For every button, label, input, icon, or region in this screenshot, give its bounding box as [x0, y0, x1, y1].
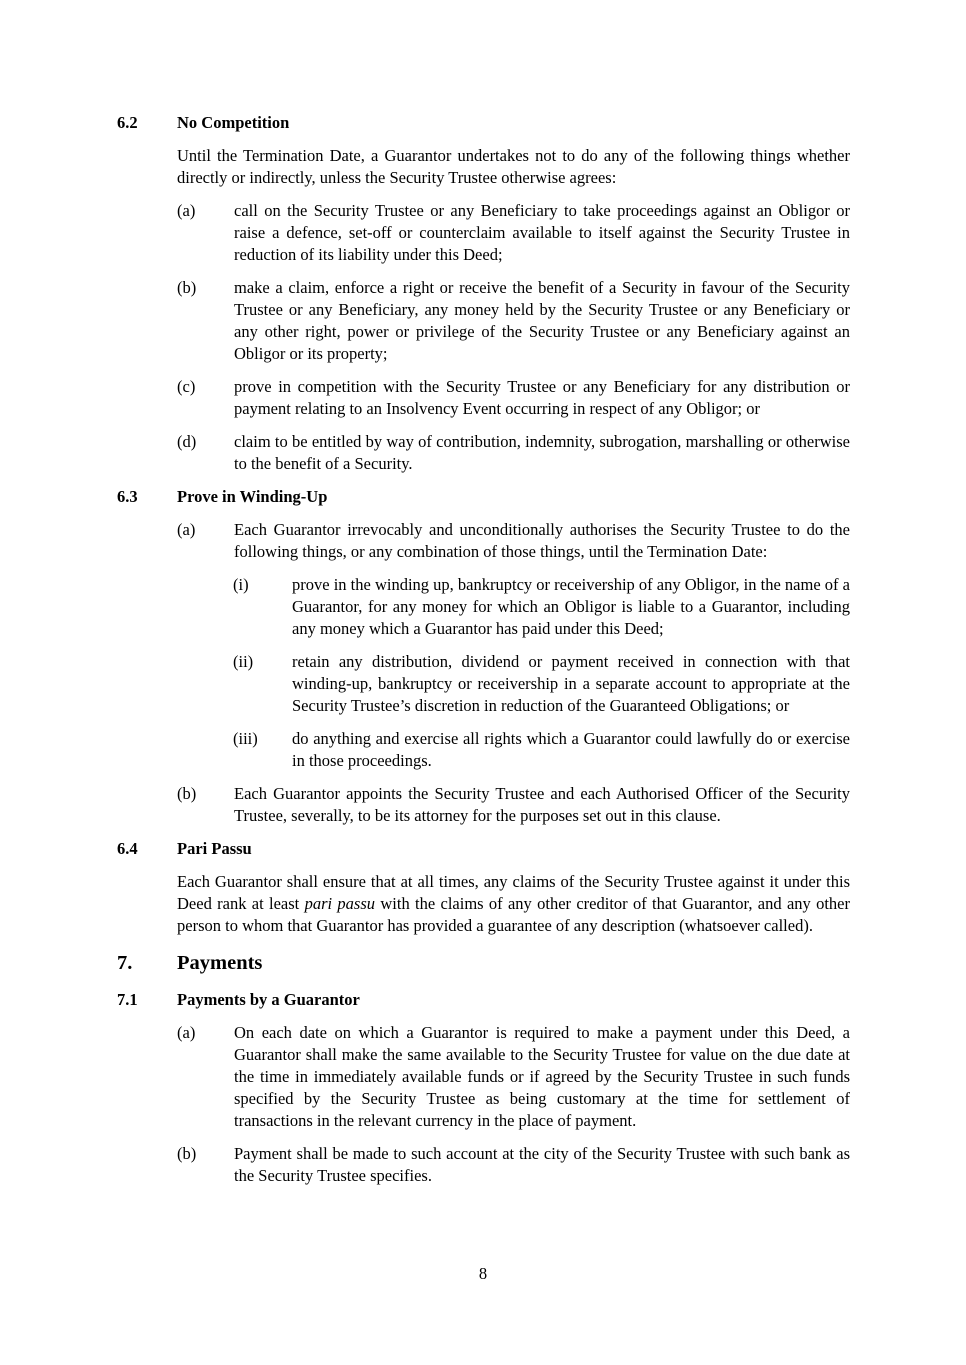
list-item	[177, 431, 850, 475]
section-intro-paragraph: Until the Termination Date, a Guarantor undertakes not to do any of the following things whether directly or indirectly, unless the Security Trustee otherwise agrees:	[177, 146, 850, 187]
section-title: Prove in Winding-Up	[177, 487, 328, 506]
paragraph-text-after: with the claims of any other creditor of that Guarantor, and any other person to whom that Guarantor has provided a guarantee of any description (whatsoever called).	[177, 894, 850, 935]
list-item-label: (b)	[177, 1144, 197, 1163]
section-pari-passu	[117, 838, 850, 937]
list-item-text: make a claim, enforce a right or receive the benefit of a Security in favour of the Security Trustee or any Beneficiary, any money held by the Security Trustee or any Beneficiary or any other right, power or privilege of the Security Trustee or any Beneficiary against an Obligor or its property;	[234, 278, 850, 363]
list-item	[177, 376, 850, 420]
section-heading	[117, 112, 850, 134]
list-item-label: (c)	[177, 377, 196, 396]
paragraph-text-before: Each Guarantor shall ensure that at all times, any claims of the Security Trustee against it under this Deed rank at least	[177, 872, 850, 913]
sub-list-item-label: (iii)	[233, 729, 258, 748]
sub-list-item	[233, 728, 850, 772]
section-number: 7.1	[117, 990, 138, 1009]
section-prove-in-winding-up	[117, 486, 850, 827]
list-item-label: (a)	[177, 201, 196, 220]
page-number: 8	[478, 1264, 488, 1283]
section-title: Pari Passu	[177, 839, 252, 858]
section-payments	[117, 950, 850, 976]
sub-list-item-label: (i)	[233, 575, 249, 594]
section-payments-by-a-guarantor	[117, 989, 850, 1187]
list-item	[177, 200, 850, 266]
sub-list-item	[233, 651, 850, 717]
section-heading	[117, 838, 850, 860]
list-item-label: (a)	[177, 1023, 196, 1042]
list-item-label: (a)	[177, 520, 196, 539]
sub-list-item	[233, 574, 850, 640]
section-no-competition	[117, 112, 850, 475]
section-number: 7.	[117, 952, 133, 974]
list-item-label: (b)	[177, 278, 197, 297]
list-item-label: (b)	[177, 784, 197, 803]
list-item-text: claim to be entitled by way of contribution, indemnity, subrogation, marshalling or otherwise to the benefit of a Security.	[234, 432, 850, 473]
section-heading	[117, 486, 850, 508]
list-item	[177, 1022, 850, 1132]
section-number: 6.4	[117, 839, 138, 858]
list-item	[177, 1143, 850, 1187]
paragraph-italic-phrase: pari passu	[304, 894, 376, 913]
list-item-text: call on the Security Trustee or any Beneficiary to take proceedings against an Obligor or raise a defence, set-off or counterclaim available to itself against the Security Trustee in reduction of its liability under this Deed;	[234, 201, 850, 264]
section-number: 6.3	[117, 487, 138, 506]
sub-list-item-label: (ii)	[233, 652, 254, 671]
section-title: Payments by a Guarantor	[177, 990, 360, 1009]
section-title: Payments	[177, 952, 263, 974]
section-paragraph	[177, 871, 850, 937]
section-heading	[117, 989, 850, 1011]
major-section-heading	[117, 950, 850, 976]
list-item-text: prove in competition with the Security Trustee or any Beneficiary for any distribution or payment relating to an Insolvency Event occurring in respect of any Obligor; or	[234, 377, 850, 418]
list-item-label: (d)	[177, 432, 197, 451]
sub-list-item-text: prove in the winding up, bankruptcy or receivership of any Obligor, in the name of a Guarantor, for any money for which an Obligor is liable to a Guarantor, including any money which a Guarantor has paid under this Deed;	[292, 575, 850, 638]
sub-list-item-text: do anything and exercise all rights which a Guarantor could lawfully do or exercise in those proceedings.	[292, 729, 850, 770]
list-item	[177, 519, 850, 563]
section-title: No Competition	[177, 113, 290, 132]
list-item	[177, 277, 850, 365]
section-number: 6.2	[117, 113, 138, 132]
sub-list-item-text: retain any distribution, dividend or payment received in connection with that winding-up, bankruptcy or receivership in a separate account to appropriate at the Security Trustee’s discretion in reduction of the Guaranteed Obligations; or	[292, 652, 850, 715]
list-item	[177, 783, 850, 827]
list-item-text: Payment shall be made to such account at the city of the Security Trustee with such bank as the Security Trustee specifies.	[234, 1144, 850, 1185]
list-item-text: Each Guarantor appoints the Security Trustee and each Authorised Officer of the Security Trustee, severally, to be its attorney for the purposes set out in this clause.	[234, 784, 850, 825]
list-item-text: On each date on which a Guarantor is required to make a payment under this Deed, a Guarantor shall make the same available to the Security Trustee for value on the due date at the time in immediately available funds or if agreed by the Security Trustee in such funds specified by the Security Trustee as being customary at the time for settlement of transactions in the relevant currency in the place of payment.	[234, 1023, 850, 1130]
list-item-text: Each Guarantor irrevocably and unconditionally authorises the Security Trustee to do the following things, or any combination of those things, until the Termination Date:	[234, 520, 850, 561]
